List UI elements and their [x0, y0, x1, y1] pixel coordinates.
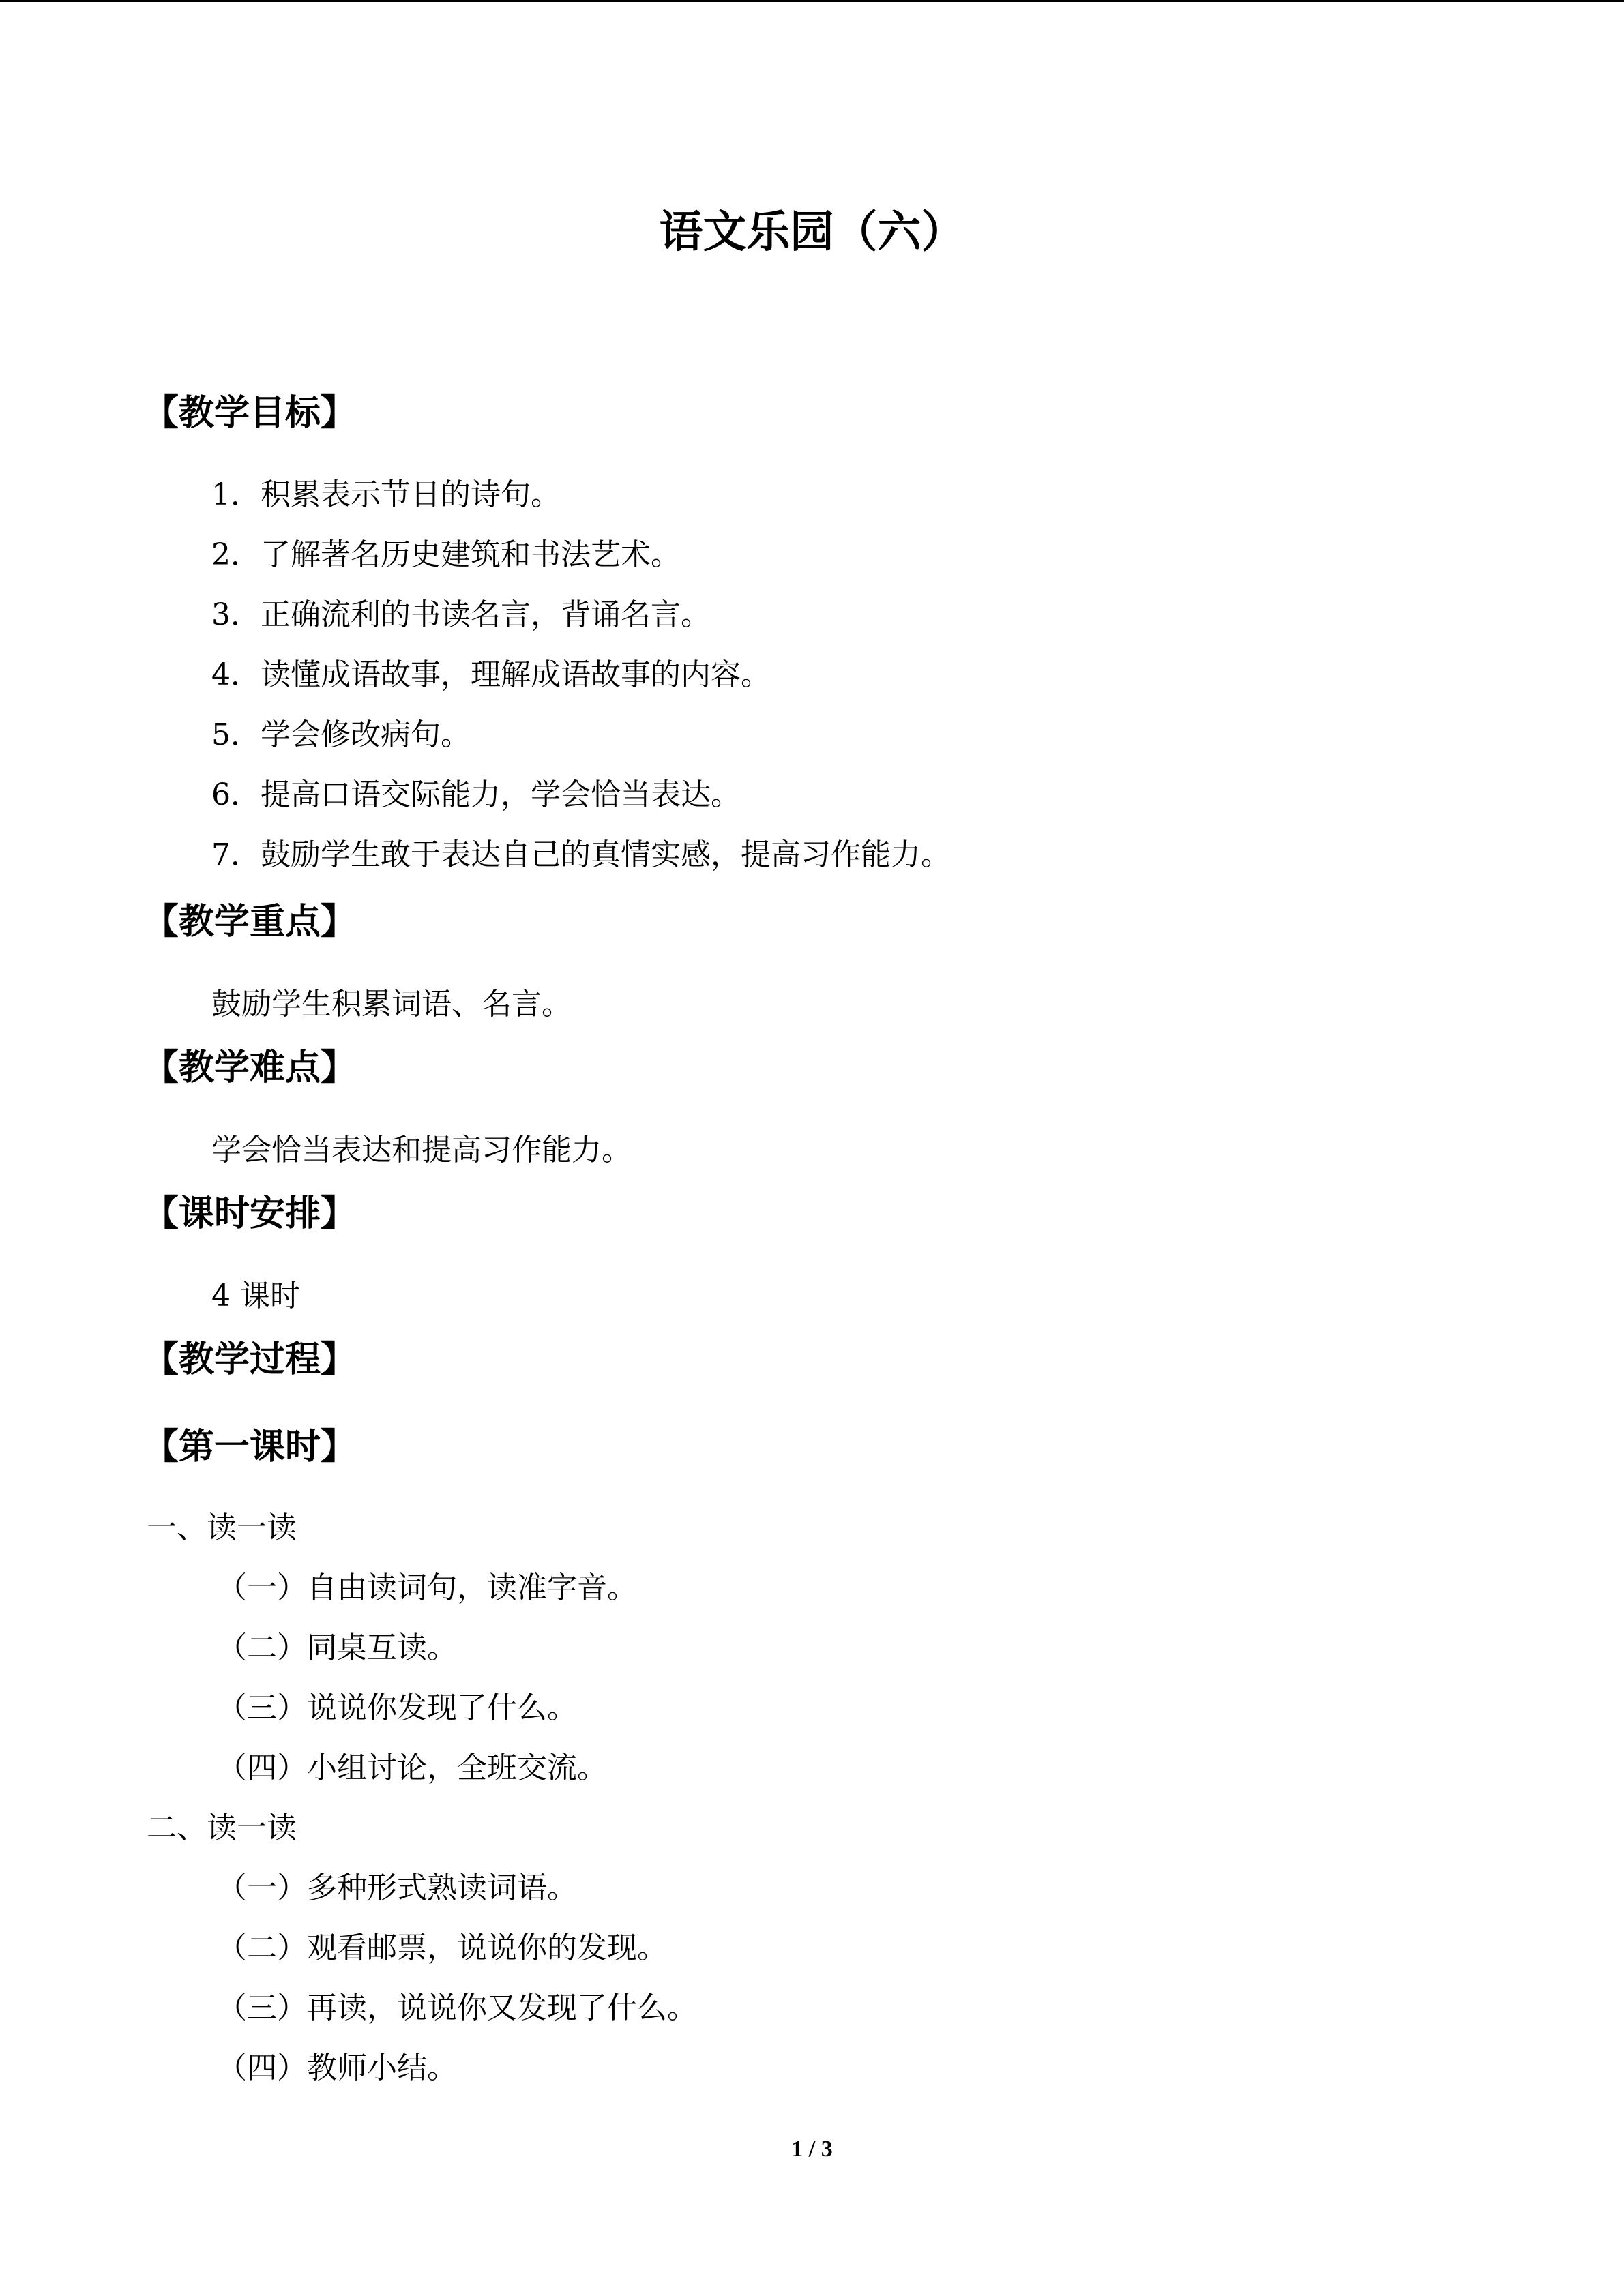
lesson-step: （二）同桌互读。: [217, 1630, 457, 1665]
heading-teaching-process: 【教学过程】: [143, 1339, 357, 1380]
lesson-step: （三）再读，说说你又发现了什么。: [217, 1991, 697, 2025]
difficulties-text: 学会恰当表达和提高习作能力。: [211, 1133, 632, 1167]
lesson-step: （三）说说你发现了什么。: [217, 1690, 577, 1725]
lesson-step: （四）小组讨论，全班交流。: [217, 1750, 607, 1785]
goal-item: 5．学会修改病句。: [211, 717, 471, 752]
lesson-step: （一）自由读词句，读准字音。: [217, 1570, 637, 1605]
goal-item: 4．读懂成语故事，理解成语故事的内容。: [211, 657, 771, 692]
heading-teaching-goals: 【教学目标】: [143, 392, 357, 434]
heading-difficulties: 【教学难点】: [143, 1047, 357, 1088]
heading-key-points: 【教学重点】: [143, 901, 357, 942]
goal-item: 3．正确流利的书读名言，背诵名言。: [211, 597, 711, 632]
lesson-part-label: 一、读一读: [147, 1510, 297, 1545]
goal-item: 2．了解著名历史建筑和书法艺术。: [211, 537, 681, 572]
goal-item: 6．提高口语交际能力，学会恰当表达。: [211, 777, 741, 812]
document-title: 语文乐园（六）: [659, 207, 965, 258]
key-points-text: 鼓励学生积累词语、名言。: [211, 987, 572, 1022]
lesson-step: （一）多种形式熟读词语。: [217, 1870, 577, 1905]
goal-item: 7．鼓励学生敢于表达自己的真情实感，提高习作能力。: [211, 837, 951, 872]
lesson-step: （四）教师小结。: [217, 2051, 457, 2085]
lesson-part-label: 二、读一读: [147, 1810, 297, 1845]
heading-first-lesson: 【第一课时】: [143, 1426, 357, 1467]
page-number: 1 / 3: [791, 2136, 833, 2162]
lesson-step: （二）观看邮票，说说你的发现。: [217, 1930, 667, 1965]
schedule-text: 4 课时: [211, 1279, 300, 1313]
goal-item: 1．积累表示节日的诗句。: [211, 477, 561, 512]
heading-schedule: 【课时安排】: [143, 1193, 357, 1234]
